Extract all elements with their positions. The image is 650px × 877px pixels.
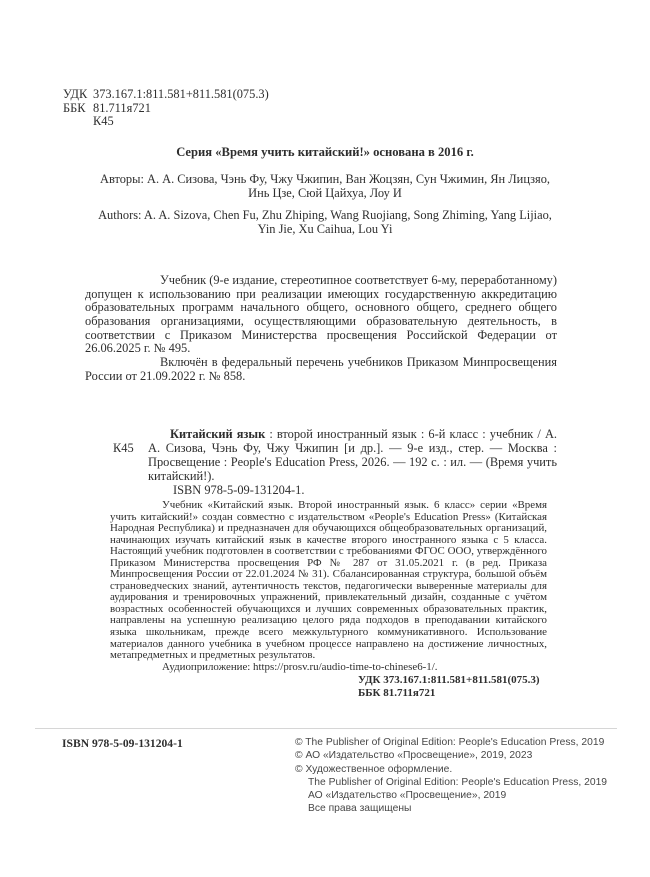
bbk-row [63, 102, 269, 116]
classification-top-block [63, 88, 269, 129]
bbk-bottom: ББК 81.711я721 [358, 687, 436, 700]
authors-en-line2: Yin Jie, Xu Caihua, Lou Yi [257, 222, 393, 236]
audio-app-line: Аудиоприложение: https://prosv.ru/audio-time-to-chinese6-1/. [162, 660, 438, 673]
annotation-paragraph: Учебник «Китайский язык. Второй иностранный язык. 6 класс» серии «Время учить китайский!» создан совместно с издательством «People's Education Press» (Китайская Народная Республика) и предназначен для обучающихся общеобразовательных организаций, начинающих изучать китайский язык в качестве второго иностранного языка с 5 класса. Настоящий учебник подготовлен в соответствии с требованиями ФГОС ООО, утверждённого Приказом Министерства просвещения РФ № 287 от 31.05.2021 г. (в ред. Приказа Минпросвещения России от 22.01.2024 № 31). Сбалансированная структура, большой объём страноведческих знаний, аутентичность текстов, педагогически выверенные материалы для аудирования и тренировочных упражнений, привлекательный дизайн, созданные с учётом возрастных особенностей обучающихся и лучших современных образовательных практик, направлены на успешную реализацию целого ряда подходов в преподавании китайского языка школьникам, прежде всего межкультурного коммуникативного. Использование материалов данного учебника в учебном процессе направлено на достижение личностных, метапредметных и предметных результатов. [110, 499, 547, 662]
author-sign-row [63, 115, 269, 129]
bbk-label: ББК [63, 100, 86, 115]
copyright-line: Все права защищены [308, 803, 412, 815]
bib-description [148, 427, 557, 483]
bib-description-text: : второй иностранный язык : 6-й класс : учебник / А. А. Сизова, Чэнь Фу, Чжу Чжипин [и др.]. — 9-е изд., стер. — Москва : Просвещение : People's Education Press, 2026. — 192 с. : ил. — (Время учить китайский!). [148, 427, 557, 483]
authors-en-block [0, 208, 650, 236]
copyright-line: © Художественное оформление. [295, 763, 453, 775]
book-title: Китайский язык [170, 427, 266, 441]
authors-ru-block [0, 172, 650, 200]
author-sign-value: К45 [93, 114, 114, 129]
authors-ru-line1: Авторы: А. А. Сизова, Чэнь Фу, Чжу Чжипин, Ван Жоцзян, Сун Чжимин, Ян Лицзяо, [100, 172, 550, 186]
copyright-line: © The Publisher of Original Edition: People's Education Press, 2019 [295, 737, 605, 748]
bbk-value: 81.711я721 [93, 100, 151, 115]
udk-row [63, 88, 269, 102]
udk-bottom: УДК 373.167.1:811.581+811.581(075.3) [358, 674, 540, 686]
udk-value: 373.167.1:811.581+811.581(075.3) [93, 87, 269, 101]
classification-bottom-block [358, 674, 540, 700]
authors-en-line1: Authors: A. A. Sizova, Chen Fu, Zhu Zhiping, Wang Ruojiang, Song Zhiming, Yang Lijiao, [98, 208, 552, 222]
bib-isbn-line: ISBN 978-5-09-131204-1. [173, 483, 305, 497]
copyright-line: АО «Издательство «Просвещение», 2019 [308, 790, 507, 802]
federal-list-paragraph: Включён в федеральный перечень учебников Приказом Минпросвещения России от 21.09.2022 г. № 858. [85, 354, 557, 383]
copyright-block [295, 736, 607, 816]
author-sign-label [63, 115, 93, 129]
footer-divider-line [35, 728, 617, 729]
udk-label: УДК [63, 87, 88, 101]
copyright-line: The Publisher of Original Edition: People's Education Press, 2019 [308, 776, 608, 788]
annotation-block [110, 500, 547, 673]
copyright-line: © АО «Издательство «Просвещение», 2019, 2023 [295, 750, 533, 762]
admission-paragraph: Учебник (9-е издание, стереотипное соответствует 6-му, переработанному) допущен к использованию при реализации имеющих государственную аккредитацию образовательных программ начального общего, основного общего, среднего общего образования организациями, осуществляющими образовательную деятельность, в соответствии с Приказом Министерства просвещения Российской Федерации от 26.06.2025 г. № 495. [85, 273, 557, 356]
footer-isbn: ISBN 978-5-09-131204-1 [62, 737, 183, 750]
bibliographic-record [85, 427, 557, 497]
authors-ru-line2: Инь Цзе, Сюй Цайхуа, Лоу И [248, 186, 402, 200]
bib-author-sign: К45 [113, 441, 134, 455]
admission-block [85, 274, 557, 383]
series-title: Серия «Время учить китайский!» основана в 2016 г. [176, 145, 474, 159]
